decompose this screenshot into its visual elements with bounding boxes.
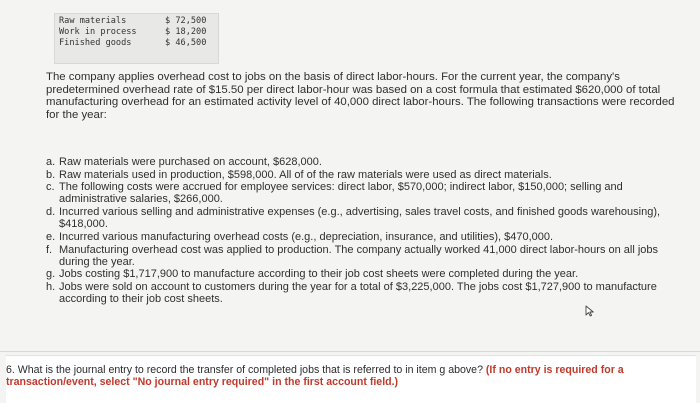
- transaction-letter: e.: [46, 230, 56, 243]
- question-prompt: [6, 364, 696, 389]
- transaction-text: Jobs were sold on account to customers during the year for a total of $3,225,000. The jobs cost $1,727,900 to manufacture according to their job cost sheets.: [59, 281, 657, 306]
- mouse-cursor-icon: [585, 305, 595, 317]
- transaction-letter: c.: [46, 181, 55, 194]
- transaction-letter: a.: [46, 156, 56, 168]
- transaction-text: Manufacturing overhead cost was applied to production. The company actually worked 41,000 direct labor-hours on all jobs during the year.: [59, 243, 659, 268]
- transaction-list: [46, 156, 676, 306]
- transaction-text: Incurred various selling and administrative expenses (e.g., advertising, sales travel costs, and finished goods warehousing), $418,000.: [59, 206, 661, 231]
- balance-account-name: Finished goods: [59, 38, 132, 48]
- transaction-letter: d.: [46, 206, 56, 219]
- transaction-item: [46, 268, 676, 280]
- question-panel: [6, 355, 696, 403]
- question-instruction-note: (If no entry is required for a transaction/event, select "No journal entry required" in the first account field.): [6, 364, 624, 389]
- transaction-letter: g.: [46, 268, 56, 281]
- balance-account-name: Raw materials: [59, 16, 127, 26]
- balance-row: [55, 38, 218, 49]
- section-divider: [0, 351, 700, 352]
- transaction-text: Raw materials were purchased on account, $628,000.: [59, 156, 322, 168]
- transaction-item: [46, 281, 676, 306]
- transaction-item: [46, 206, 676, 231]
- transaction-text: Raw materials used in production, $598,000. All of of the raw materials were used as direct materials.: [59, 168, 552, 181]
- balance-row: [55, 16, 218, 27]
- transaction-text: The following costs were accrued for employee services: direct labor, $570,000; indirect labor, $150,000; selling and administrative salaries, $266,000.: [59, 181, 623, 206]
- balance-amount: $ 18,200: [165, 27, 207, 37]
- balance-amount: $ 46,500: [165, 38, 207, 48]
- transaction-text: Incurred various manufacturing overhead costs (e.g., depreciation, insurance, and utilities), $470,000.: [59, 230, 554, 243]
- balance-amount: $ 72,500: [165, 16, 207, 26]
- balance-row: [55, 27, 218, 38]
- question-text: 6. What is the journal entry to record the transfer of completed jobs that is referred to in item g above?: [6, 364, 486, 376]
- transaction-text: Jobs costing $1,717,900 to manufacture according to their job cost sheets were completed during the year.: [59, 268, 579, 281]
- balance-account-name: Work in process: [59, 27, 137, 37]
- transaction-item: [46, 169, 676, 181]
- transaction-item: [46, 231, 676, 243]
- transaction-item: [46, 156, 676, 168]
- account-balances-table: [54, 13, 219, 64]
- transaction-letter: b.: [46, 168, 56, 181]
- problem-intro: The company applies overhead cost to jobs on the basis of direct labor-hours. For the current year, the company's predetermined overhead rate of $15.50 per direct labor-hour was based on a cost formula that estimated $620,000 of total manufacturing overhead for an estimated activity level of 40,000 direct labor-hours. The following transactions were recorded for the year:: [46, 71, 675, 121]
- transaction-item: [46, 181, 676, 206]
- transaction-letter: h.: [46, 281, 56, 294]
- transaction-item: [46, 244, 676, 269]
- transaction-letter: f.: [46, 243, 53, 256]
